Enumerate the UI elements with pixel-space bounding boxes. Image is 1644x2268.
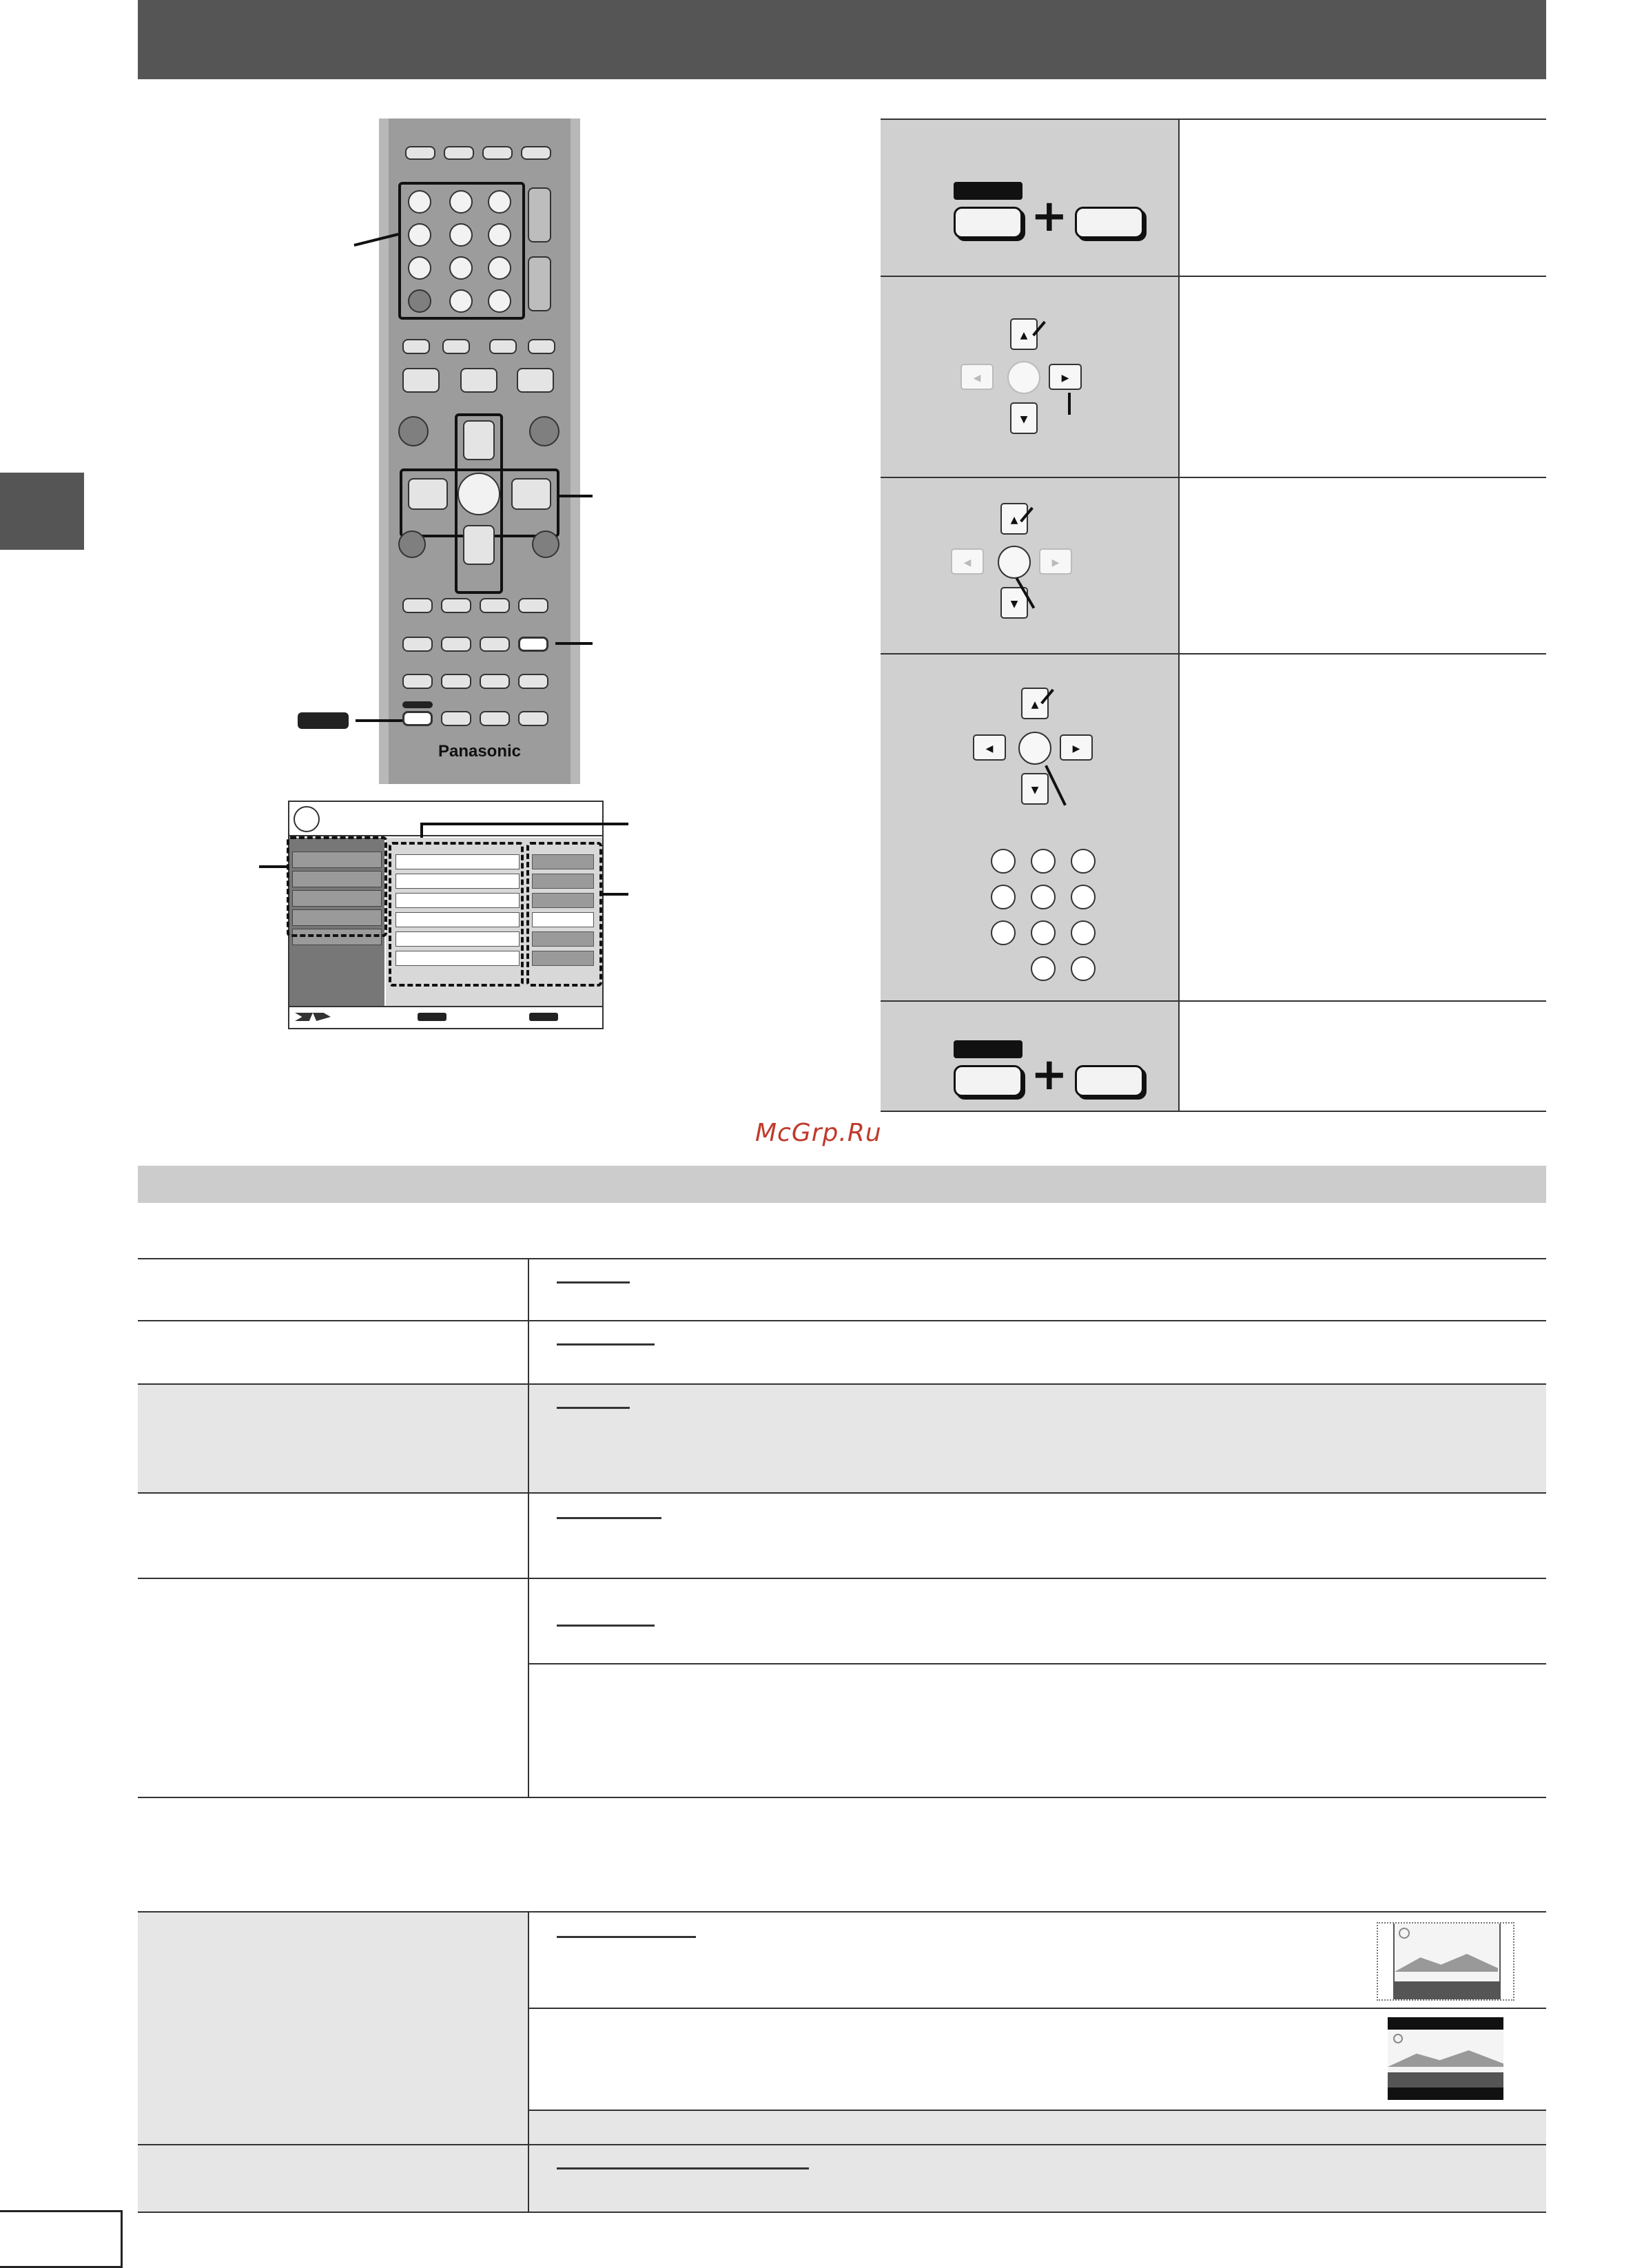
table-rule <box>881 653 1546 654</box>
left-arrow-key <box>408 478 448 510</box>
number-key <box>991 849 1016 874</box>
table-rule <box>881 477 1546 478</box>
watermark-text: McGrp.Ru <box>755 1119 882 1147</box>
number-key <box>1031 885 1056 909</box>
down-arrow-key <box>463 525 495 565</box>
table-rule <box>138 2144 1546 2145</box>
footer-key-badge <box>529 1013 558 1021</box>
table-rule <box>881 1111 1546 1112</box>
table-rule <box>138 1383 1546 1385</box>
table-rule <box>881 118 1546 120</box>
number-key <box>488 223 511 247</box>
number-key <box>449 223 473 247</box>
right-arrow-key: ▶ <box>1060 734 1093 761</box>
number-key <box>1031 956 1056 981</box>
section-side-tab <box>0 473 84 550</box>
remote-button <box>518 674 548 689</box>
step-illustration-cell <box>881 118 1178 276</box>
remote-left-rim <box>379 118 389 784</box>
table-rule <box>138 2212 1546 2213</box>
callout-line <box>601 893 628 896</box>
enter-key <box>1018 732 1051 765</box>
table-rule <box>138 1320 1546 1321</box>
number-key <box>1031 849 1056 874</box>
remote-button <box>480 637 510 652</box>
scene-hills <box>1388 2050 1503 2067</box>
number-key <box>408 256 431 280</box>
remote-control-illustration <box>379 118 580 784</box>
callout-line <box>1068 393 1071 415</box>
combo-key <box>1075 207 1144 238</box>
table-rule <box>881 276 1546 277</box>
callout-line <box>356 719 402 722</box>
operation-steps-table <box>881 118 1546 1112</box>
number-key <box>449 289 473 313</box>
remote-button <box>480 598 510 613</box>
picture-frame <box>1388 2030 1503 2087</box>
right-arrow-key: ▶ <box>1049 364 1082 390</box>
number-key <box>1031 920 1056 945</box>
up-arrow-key: ▲ <box>1010 318 1038 350</box>
remote-top-button <box>444 146 474 160</box>
plus-sign: + <box>1031 1049 1068 1100</box>
number-key <box>488 190 511 214</box>
scene-sun <box>1393 2034 1403 2043</box>
rewind-key <box>489 339 517 354</box>
picture-frame <box>1393 1924 1501 1999</box>
play-key <box>517 368 554 393</box>
number-key <box>408 223 431 247</box>
tabs-dashed-highlight <box>287 836 387 937</box>
fast-forward-key <box>528 339 555 354</box>
items-dashed-highlight <box>389 842 524 987</box>
down-arrow-key: ▼ <box>1010 402 1038 434</box>
remote-top-button <box>482 146 513 160</box>
left-arrow-key-faint: ◀ <box>951 548 984 575</box>
cancel-key <box>408 289 431 313</box>
page-number-box <box>0 2210 123 2268</box>
enter-key <box>458 473 500 515</box>
remote-brand-logo: Panasonic <box>438 742 522 761</box>
up-arrow-key: ▲ <box>1000 503 1028 535</box>
option-underline <box>557 1343 655 1346</box>
remote-button <box>402 637 433 652</box>
remote-button <box>441 637 471 652</box>
navigation-arrows-icon <box>295 1013 331 1021</box>
number-key <box>1071 956 1096 981</box>
number-key <box>1071 920 1096 945</box>
number-key <box>488 289 511 313</box>
enter-key <box>998 546 1031 579</box>
remote-right-rim <box>571 118 580 784</box>
volume-rocker <box>528 256 551 311</box>
scene-hills <box>1395 1954 1498 1972</box>
skip-back-key <box>402 339 430 354</box>
remote-button <box>441 598 471 613</box>
number-key <box>449 256 473 280</box>
disc-icon <box>294 806 320 832</box>
table-rule <box>138 1258 1546 1259</box>
callout-line <box>259 865 289 868</box>
shift-combo-key-highlighted <box>402 711 433 726</box>
combo-key <box>954 1065 1023 1097</box>
left-arrow-key: ◀ <box>973 734 1006 761</box>
scene-sea <box>1395 1981 1499 1999</box>
combo-key <box>1075 1065 1144 1097</box>
down-arrow-key: ▼ <box>1021 773 1049 805</box>
option-underline <box>557 1407 630 1409</box>
menu-footer-bar <box>289 1006 602 1028</box>
pause-key <box>460 368 497 393</box>
number-key <box>408 190 431 214</box>
remote-button <box>402 598 433 613</box>
scene-sea <box>1388 2072 1503 2087</box>
number-key <box>991 885 1016 909</box>
remote-button <box>518 598 548 613</box>
table-column-divider <box>528 1258 529 1797</box>
section-heading-band <box>138 1166 1546 1203</box>
callout-line <box>555 642 593 645</box>
callout-line <box>420 823 423 838</box>
values-dashed-highlight <box>526 842 602 987</box>
round-function-key <box>529 416 559 446</box>
up-arrow-key: ▲ <box>1021 688 1049 719</box>
remote-button <box>480 674 510 689</box>
pan-and-scan-thumbnail <box>1377 1922 1514 2001</box>
setup-key-highlighted <box>518 637 548 652</box>
combo-key <box>954 207 1023 238</box>
shift-key-label-badge <box>298 712 349 729</box>
remote-button <box>480 711 510 726</box>
table-rule <box>881 1000 1546 1002</box>
header-bar <box>138 0 1546 79</box>
table-rule <box>529 2008 1546 2009</box>
remote-button <box>441 711 471 726</box>
number-key <box>991 920 1016 945</box>
remote-button <box>441 674 471 689</box>
footer-key-badge <box>418 1013 446 1021</box>
enter-key-faint <box>1007 361 1040 394</box>
plus-sign: + <box>1031 191 1068 242</box>
callout-line <box>420 823 628 825</box>
remote-top-button <box>521 146 551 160</box>
number-key <box>1071 849 1096 874</box>
menu-title-bar <box>289 802 602 836</box>
shift-key-badge <box>954 182 1023 200</box>
left-arrow-key-faint: ◀ <box>960 364 994 390</box>
shift-label-bar <box>402 701 433 708</box>
option-underline <box>557 1281 630 1284</box>
table-column-divider <box>1178 118 1180 1112</box>
right-arrow-key-faint: ▶ <box>1039 548 1072 575</box>
table-rule <box>529 2110 1546 2111</box>
stop-key <box>402 368 440 393</box>
channel-rocker <box>528 187 551 243</box>
number-key <box>1071 885 1096 909</box>
letterbox-thumbnail <box>1388 2017 1503 2100</box>
round-function-key <box>398 530 426 558</box>
onscreen-menu-illustration <box>288 801 604 1029</box>
down-arrow-key: ▼ <box>1000 587 1028 619</box>
remote-top-button <box>405 146 435 160</box>
number-key <box>488 256 511 280</box>
up-arrow-key <box>463 420 495 460</box>
table-rule <box>138 1492 1546 1494</box>
table-rule <box>138 1578 1546 1579</box>
table-column-divider <box>528 1911 529 2213</box>
skip-forward-key <box>442 339 470 354</box>
table-rule <box>529 1663 1546 1664</box>
table-rule <box>138 1797 1546 1798</box>
right-arrow-key <box>511 478 551 510</box>
option-underline <box>557 1517 661 1519</box>
shift-key-badge <box>954 1040 1023 1058</box>
option-underline <box>557 2167 809 2169</box>
table-rule <box>138 1911 1546 1913</box>
callout-line <box>559 495 593 497</box>
round-function-key <box>398 416 429 446</box>
remote-button <box>518 711 548 726</box>
shaded-table-row <box>138 1385 1546 1492</box>
remote-button <box>402 674 433 689</box>
option-underline <box>557 1936 696 1938</box>
option-underline <box>557 1625 655 1627</box>
round-function-key <box>532 530 559 558</box>
scene-sun <box>1399 1928 1410 1939</box>
number-key <box>449 190 473 214</box>
